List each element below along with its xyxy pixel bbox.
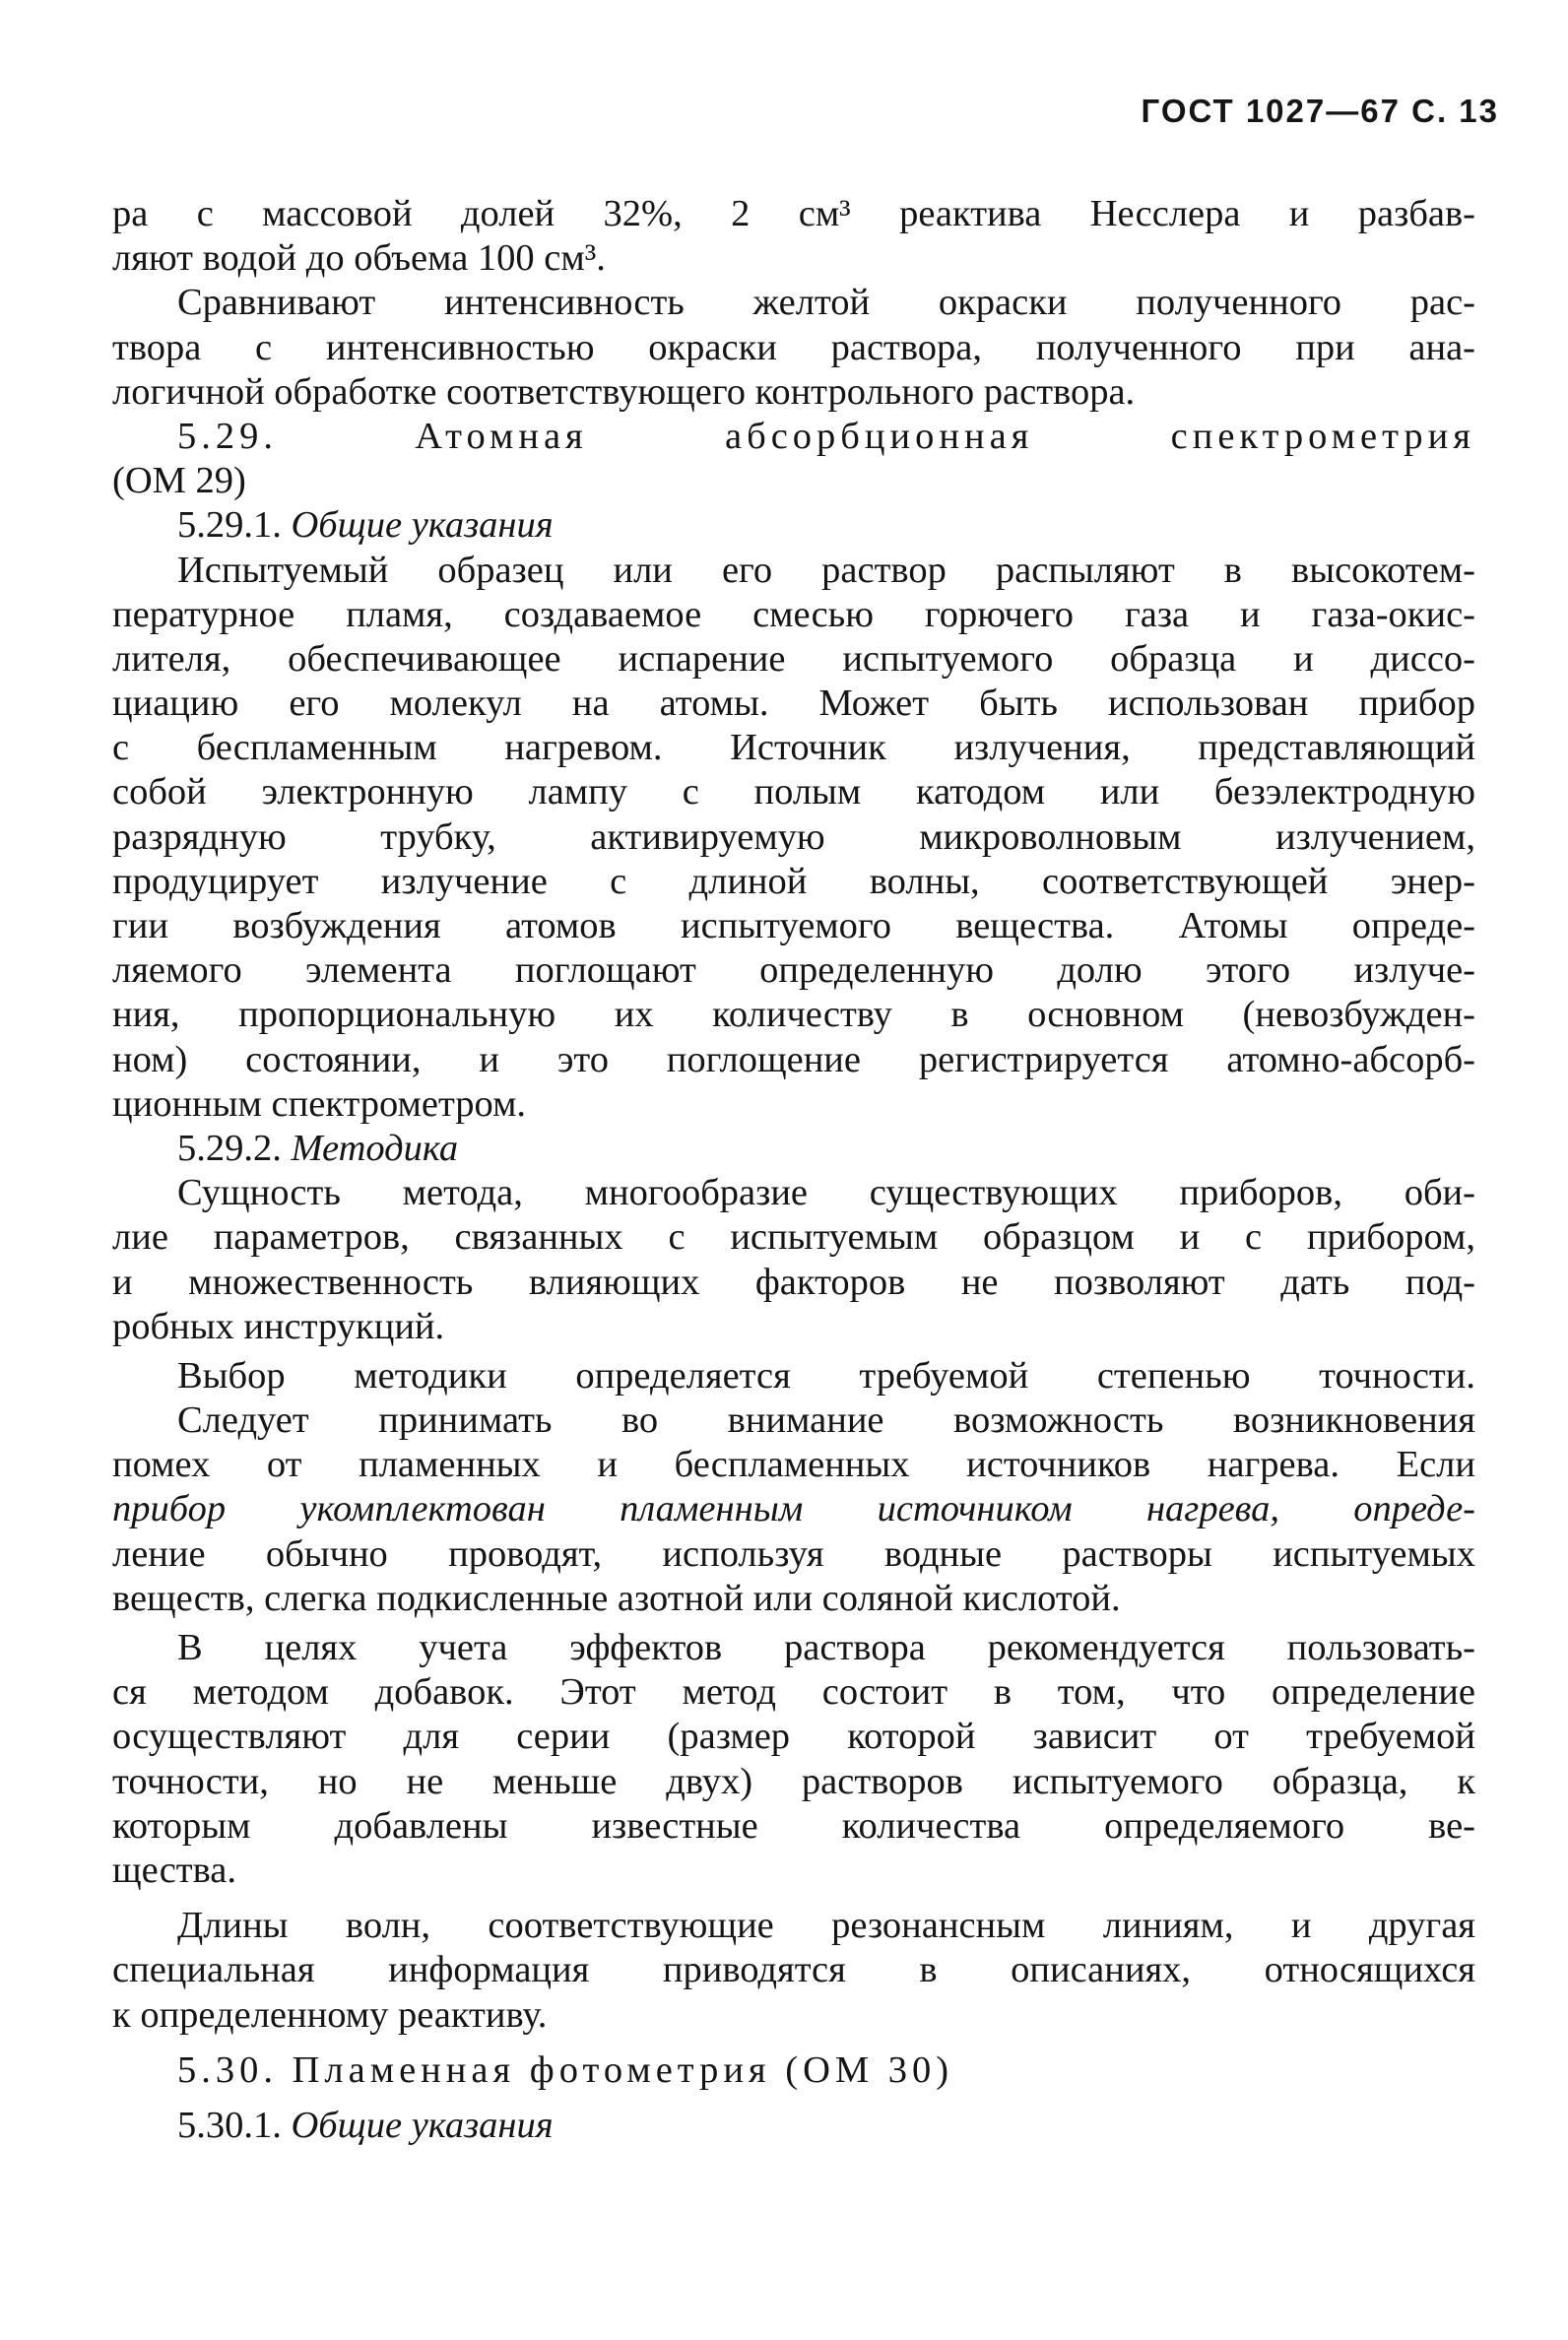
paragraph-interference	[112, 1398, 1475, 1621]
text-line: циацию его молекул на атомы. Может быть использован прибор	[112, 682, 1475, 725]
text-line: Выбор методики определяется требуемой степенью точности.	[177, 1354, 1475, 1397]
text-line: и множественность влияющих факторов не позволяют дать под-	[112, 1261, 1475, 1303]
text-line: помех от пламенных и беспламенных источников нагрева. Если	[112, 1444, 1475, 1486]
text-line: к определенному реактиву.	[112, 1993, 548, 2036]
paragraph-gap	[112, 2093, 1475, 2104]
text-line: лителя, обеспечивающее испарение испытуемого образца и диссо-	[112, 637, 1475, 680]
text-line: специальная информация приводятся в описаниях, относящихся	[112, 1949, 1475, 1991]
text-line: ляемого элемента поглощают определенную долю этого излуче-	[112, 949, 1475, 992]
text-line: осуществляют для серии (размер которой зависит от требуемой	[112, 1716, 1475, 1758]
text-line: пературное пламя, создаваемое смесью горючего газа и газа-окис-	[112, 593, 1475, 635]
paragraph-wavelengths	[112, 1904, 1475, 2038]
text-line: продуцирует излучение с длиной волны, соответствующей энер-	[112, 860, 1475, 902]
text-line: Следует принимать во внимание возможность возникновения	[177, 1399, 1475, 1442]
paragraph-additions	[112, 1626, 1475, 1893]
paragraph-choice	[112, 1354, 1475, 1398]
text-line: прибор укомплектован пламенным источником нагрева, опреде-	[112, 1488, 1475, 1530]
text-line: ционным спектрометром.	[112, 1082, 527, 1125]
subsection-heading-5-30-1	[112, 2104, 1475, 2148]
document-body	[112, 192, 1475, 2148]
text-line: щества.	[112, 1849, 236, 1891]
section-heading-5-29	[112, 415, 1475, 503]
text-line: с беспламенным нагревом. Источник излучения, представляющий	[112, 727, 1475, 769]
text-line: лие параметров, связанных с испытуемым образцом и с прибором,	[112, 1216, 1475, 1259]
text-line: ся методом добавок. Этот метод состоит в том, что определение	[112, 1671, 1475, 1714]
section-heading-5-30	[112, 2048, 1475, 2093]
text-line: логичной обработке соответствующего контрольного раствора.	[112, 370, 1136, 413]
text-line: точности, но не меньше двух) растворов испытуемого образца, к	[112, 1760, 1475, 1802]
paragraph-gap	[112, 1893, 1475, 1904]
subsection-heading-5-29-2	[112, 1127, 1475, 1171]
subsection-heading-5-29-1	[112, 503, 1475, 548]
text-line: Испытуемый образец или его раствор распыляют в высокотем-	[177, 549, 1475, 591]
section-title: 5.30. Пламенная фотометрия (ОМ 30)	[177, 2048, 954, 2091]
paragraph-gap	[112, 2038, 1475, 2048]
text-line: В целях учета эффектов раствора рекомендуется пользовать-	[177, 1627, 1475, 1668]
text-line: разрядную трубку, активируемую микроволновым излучением,	[112, 815, 1475, 858]
paragraph-method	[112, 1171, 1475, 1349]
text-line: робных инструкций.	[112, 1305, 445, 1347]
text-line: собой электронную лампу с полым катодом или безэлектродную	[112, 771, 1475, 813]
section-title-line: 5.29. Атомная абсорбционная спектрометрия	[177, 415, 1475, 457]
subsection-title: 5.29.2. Методика	[177, 1127, 459, 1169]
subsection-title: 5.30.1. Общие указания	[177, 2104, 554, 2146]
text-line: ния, пропорциональную их количеству в основном (невозбужден-	[112, 994, 1475, 1036]
paragraph-compare	[112, 281, 1475, 415]
text-line: твора с интенсивностью окраски раствора, полученного при ана-	[112, 326, 1475, 368]
text-line: гии возбуждения атомов испытуемого вещества. Атомы опреде-	[112, 905, 1475, 946]
text-line: Сущность метода, многообразие существующих приборов, оби-	[177, 1172, 1475, 1214]
paragraph-general-instructions	[112, 549, 1475, 1127]
text-line: Сравнивают интенсивность желтой окраски полученного рас-	[177, 282, 1475, 324]
paragraph-reagent	[112, 192, 1475, 281]
text-line: ление обычно проводят, используя водные растворы испытуемых	[112, 1532, 1475, 1575]
text-line: которым добавлены известные количества определяемого ве-	[112, 1804, 1475, 1847]
text-line: веществ, слегка подкисленные азотной или соляной кислотой.	[112, 1577, 1121, 1619]
text-line: ляют водой до объема 100 см³.	[112, 237, 606, 280]
section-title-line: (ОМ 29)	[112, 460, 246, 502]
text-line: ра с массовой долей 32%, 2 см³ реактива Несслера и разбав-	[112, 193, 1475, 234]
text-line: ном) состоянии, и это поглощение регистрируется атомно-абсорб-	[112, 1038, 1475, 1080]
page-header: ГОСТ 1027—67 С. 13	[1141, 93, 1499, 129]
subsection-title: 5.29.1. Общие указания	[177, 504, 554, 547]
text-line: Длины волн, соответствующие резонансным линиям, и другая	[177, 1905, 1475, 1947]
